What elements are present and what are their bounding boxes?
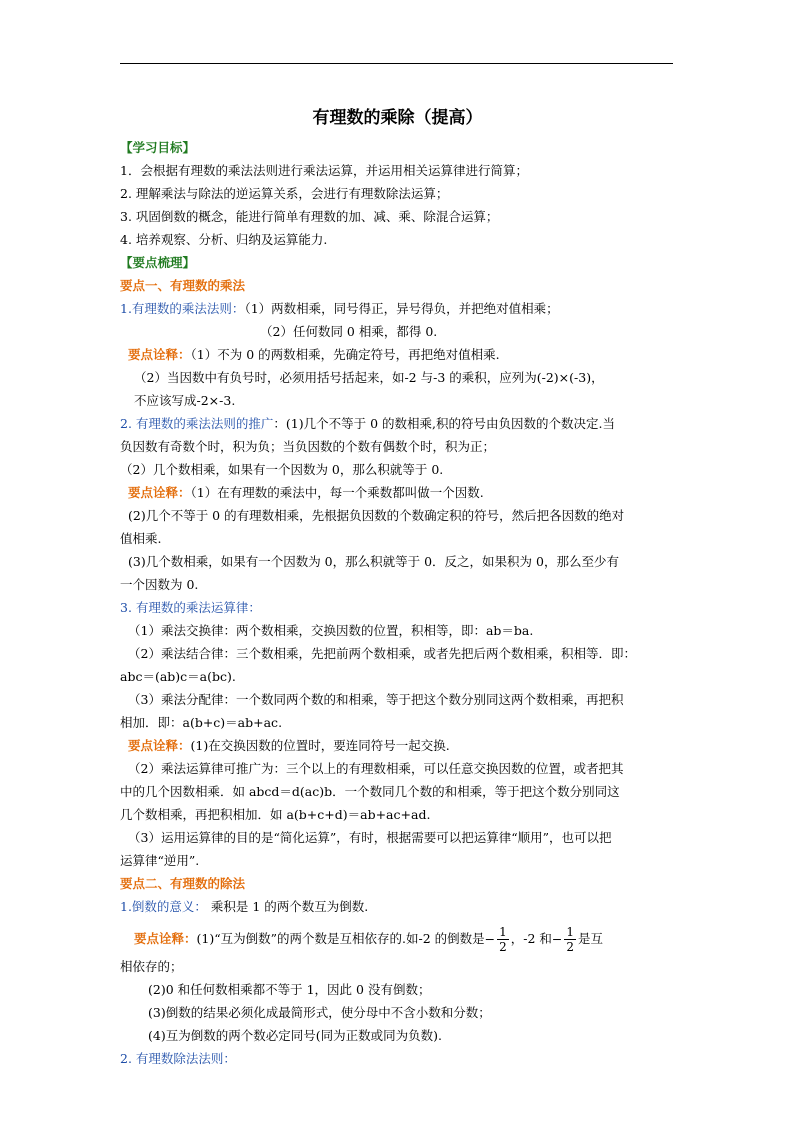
summary-header: 【要点梳理】 xyxy=(120,255,196,270)
goal-item: 4. 培养观察、分析、归纳及运算能力. xyxy=(120,232,328,247)
law-line: （2）乘法结合律：三个数相乘，先把前两个数相乘，或者先把后两个数相乘，积相等．即： xyxy=(128,646,636,661)
mult-ext-label: 2. 有理数的乘法法则的推广 xyxy=(120,416,274,431)
note-line: 值相乘. xyxy=(120,531,162,546)
reciprocal-note-line: 要点诠释：(1)“互为倒数”的两个数是互相依存的.如-2 的倒数是− $\frac{1}{2}$ ，-2 和− $\frac{1}{2}$ 是互 xyxy=(134,925,604,954)
note-label: 要点诠释： xyxy=(128,738,191,753)
note-line: 要点诠释：（1）在有理数的乘法中，每一个乘数都叫做一个因数. xyxy=(128,485,484,500)
note-line: （2）乘法运算律可推广为：三个以上的有理数相乘，可以任意交换因数的位置，或者把其 xyxy=(128,761,624,776)
mult-ext-line: 2. 有理数的乘法法则的推广：(1)几个不等于 0 的数相乘,积的符号由负因数的个数决定.当 xyxy=(120,416,615,431)
mult-ext-line: 负因数有奇数个时，积为负；当负因数的个数有偶数个时，积为正； xyxy=(120,439,496,454)
goal-item: 2. 理解乘法与除法的逆运算关系，会进行有理数除法运算； xyxy=(120,186,449,201)
note-line: 相依存的； xyxy=(120,958,183,974)
goal-item: 1．会根据有理数的乘法法则进行乘法运算，并运用相关运算律进行简算； xyxy=(120,163,528,178)
note-line: (2)几个不等于 0 的有理数相乘，先根据负因数的个数确定积的符号，然后把各因数的绝对 xyxy=(128,508,625,523)
note-line: 要点诠释：(1)在交换因数的位置时，要连同符号一起交换. xyxy=(128,738,450,753)
reciprocal-label: 1.倒数的意义： xyxy=(120,899,207,914)
note-line: 运算律“逆用”. xyxy=(120,853,200,868)
header-rule xyxy=(120,63,673,64)
note-line: 要点诠释：（1）不为 0 的两数相乘，先确定符号，再把绝对值相乘. xyxy=(128,347,500,362)
mult-rule-label: 1.有理数的乘法法则： xyxy=(120,301,245,316)
note-line: 几个数相乘，再把积相加．如 a(b+c+d)＝ab+ac+ad. xyxy=(120,807,431,822)
mult-law-label: 3. 有理数的乘法运算律： xyxy=(120,600,261,615)
note-line: 不应该写成-2×-3. xyxy=(134,393,236,408)
mult-ext-line: （2）几个数相乘，如果有一个因数为 0，那么积就等于 0. xyxy=(120,462,444,477)
goals-header: 【学习目标】 xyxy=(120,140,196,155)
point1-header: 要点一、有理数的乘法 xyxy=(120,278,246,293)
division-rule-label: 2. 有理数除法法则： xyxy=(120,1050,236,1066)
law-line: （1）乘法交换律：两个数相乘，交换因数的位置，积相等，即：ab＝ba. xyxy=(128,623,534,638)
note-line: （3）运用运算律的目的是“简化运算”，有时，根据需要可以把运算律“顺用”，也可以把 xyxy=(128,830,612,845)
law-line: 相加．即：a(b+c)＝ab+ac. xyxy=(120,715,283,730)
goal-item: 3. 巩固倒数的概念，能进行简单有理数的加、减、乘、除混合运算； xyxy=(120,209,499,224)
note-line: (3)倒数的结果必须化成最简形式，使分母中不含小数和分数； xyxy=(148,1004,491,1020)
note-label: 要点诠释： xyxy=(128,347,191,362)
point2-header: 要点二、有理数的除法 xyxy=(120,876,246,891)
note-line: (4)互为倒数的两个数必定同号(同为正数或同为负数). xyxy=(148,1027,442,1043)
note-line: 中的几个因数相乘．如 abcd＝d(ac)b．一个数同几个数的和相乘，等于把这个数分别同这 xyxy=(120,784,620,799)
law-line: abc＝(ab)c＝a(bc). xyxy=(120,669,236,684)
page-title: 有理数的乘除（提高） xyxy=(312,108,483,128)
note-line: 一个因数为 0. xyxy=(120,577,199,592)
note-label: 要点诠释： xyxy=(134,931,197,946)
note-line: (2)0 和任何数相乘都不等于 1，因此 0 没有倒数； xyxy=(148,981,431,997)
note-label: 要点诠释： xyxy=(128,485,191,500)
law-line: （3）乘法分配律：一个数同两个数的和相乘，等于把这个数分别同这两个数相乘，再把积 xyxy=(128,692,624,707)
reciprocal-line: 1.倒数的意义： 乘积是 1 的两个数互为倒数. xyxy=(120,899,369,914)
fraction-one-half: $\frac{1}{2}$ xyxy=(499,925,507,954)
note-line: (3)几个数相乘，如果有一个因数为 0，那么积就等于 0．反之，如果积为 0，那么至少有 xyxy=(128,554,619,569)
mult-rule-line2: （2）任何数同 0 相乘，都得 0. xyxy=(260,324,438,339)
fraction-one-half: $\frac{1}{2}$ xyxy=(566,925,575,954)
mult-rule-line1: 1.有理数的乘法法则：（1）两数相乘，同号得正，异号得负，并把绝对值相乘； xyxy=(120,301,559,316)
note-line: （2）当因数中有负号时，必须用括号括起来，如-2 与-3 的乘积，应列为(-2)×(-3)， xyxy=(134,370,604,385)
document-body xyxy=(120,104,675,1070)
